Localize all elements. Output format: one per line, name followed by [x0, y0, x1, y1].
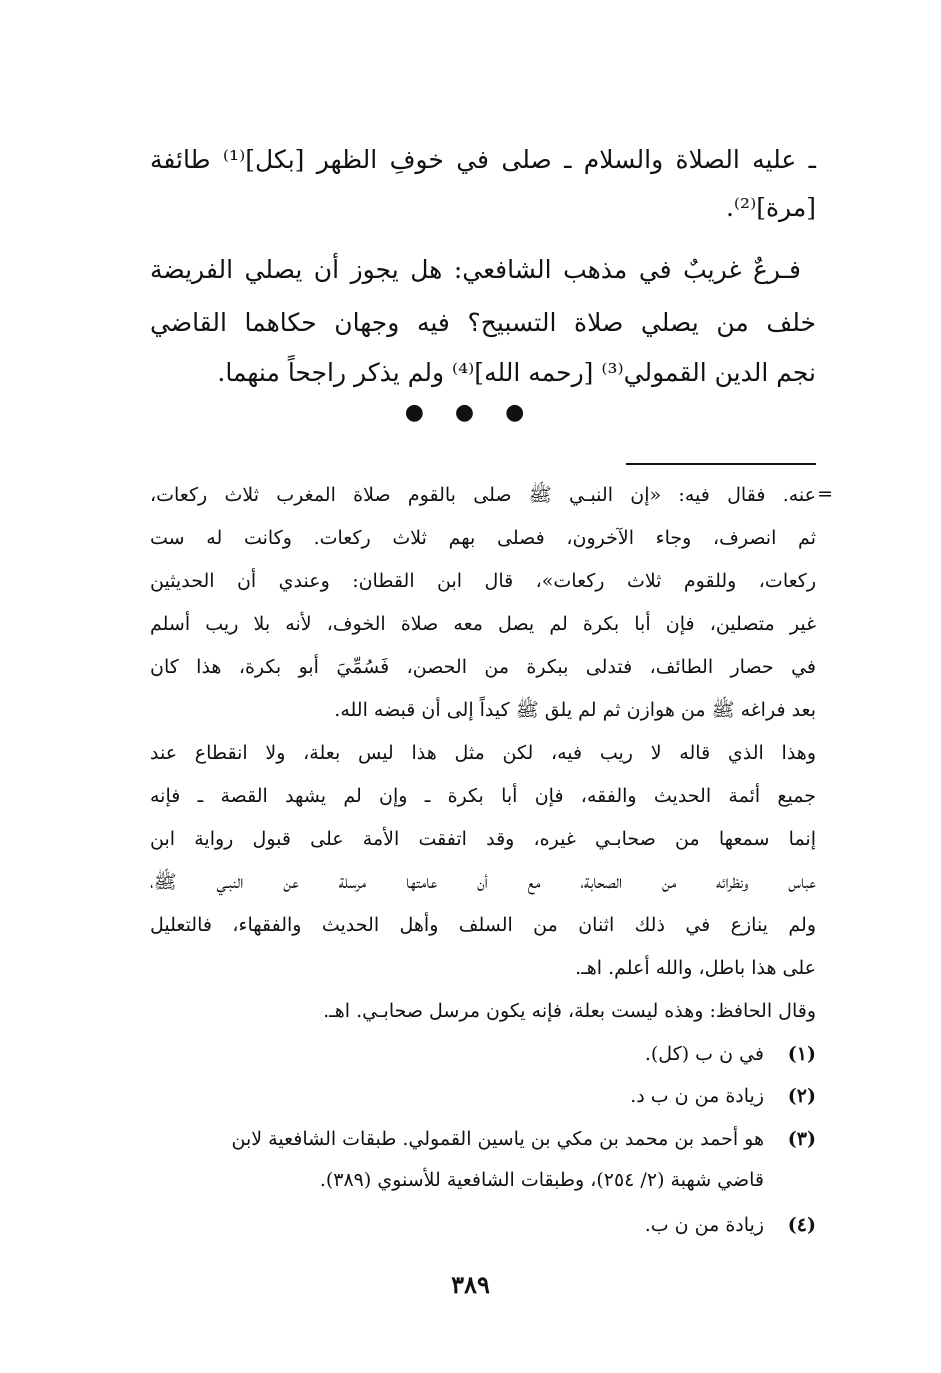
footnote-number: (٢) — [787, 1085, 816, 1107]
main-text-line-5: نجم الدين القمولي⁽³⁾ [رحمه الله]⁽⁴⁾ ولم يذكر راجحاً منهما. — [217, 358, 816, 387]
note-line: عنه. فقال فيه: «إن النبـي ﷺ صلى بالقوم صلاة المغرب ثلاث ركعات، — [150, 484, 816, 506]
footnote-3-continuation: قاضي شهبة (٢/ ٢٥٤)، وطبقات الشافعية للأسنوي (٣٨٩). — [319, 1169, 764, 1191]
footnote-3 — [150, 1124, 816, 1154]
note-line: عباس ونظرائه من الصحابة، مع أن عامتها مرسلة عن النبـي ﷺ، — [150, 871, 816, 893]
footnote-number: (٣) — [787, 1128, 816, 1150]
separator-dots: ● ● ● — [404, 400, 537, 425]
note-line: في حصار الطائف، فتدلى ببكرة من الحصن، فَسُمِّيَ أبو بكرة، هذا كان — [150, 656, 816, 678]
footnote-text: هو أحمد بن محمد بن مكي بن ياسين القمولي. طبقات الشافعية لابن — [231, 1128, 764, 1150]
footnote-2 — [150, 1081, 816, 1111]
main-text-line-2: [مرة]⁽²⁾. — [725, 193, 816, 222]
footnote-number: (١) — [787, 1043, 816, 1065]
note-line: بعد فراغه ﷺ من هوازن ثم لم يلق ﷺ كيداً إلى أن قبضه الله. — [334, 699, 816, 721]
footnote-text: زيادة من ن ب. — [644, 1214, 764, 1236]
note-line: ولم ينازع في ذلك اثنان من السلف وأهل الحديث والفقهاء، فالتعليل — [150, 914, 816, 936]
note-line: وقال الحافظ: وهذه ليست بعلة، فإنه يكون مرسل صحابـي. اهـ. — [323, 1000, 816, 1022]
main-text-line-1: ـ عليه الصلاة والسلام ـ صلى في خوفِ الظهر [بكل]⁽¹⁾ طائفة — [150, 145, 816, 174]
footnote-rule — [626, 463, 816, 465]
main-text-line-4: خلف من يصلي صلاة التسبيح؟ فيه وجهان حكاهما القاضي — [150, 308, 816, 337]
note-line: جميع أئمة الحديث والفقه، فإن أبا بكرة ـ وإن لم يشهد القصة ـ فإنه — [150, 785, 816, 807]
footnote-text: في ن ب (كل). — [644, 1043, 764, 1065]
footnote-4 — [150, 1210, 816, 1240]
main-text-line-3: فـرعٌ غريبٌ في مذهب الشافعي: هل يجوز أن يصلي الفريضة — [150, 255, 801, 284]
note-line: ثم انصرف، وجاء الآخرون، فصلى بهم ثلاث ركعات. وكانت له ست — [150, 527, 816, 549]
note-line: وهذا الذي قاله لا ريب فيه، لكن مثل هذا ليس بعلة، ولا انقطاع عند — [150, 742, 816, 764]
note-line: على هذا باطل، والله أعلم. اهـ. — [575, 957, 816, 979]
continuation-mark: = — [817, 483, 833, 505]
footnote-text: زيادة من ن ب د. — [630, 1085, 764, 1107]
note-line: ركعات، وللقوم ثلاث ركعات»، قال ابن القطان: وعندي أن الحديثين — [150, 570, 816, 592]
footnote-number: (٤) — [787, 1214, 816, 1236]
footnote-1 — [150, 1039, 816, 1069]
note-line: غير متصلين، فإن أبا بكرة لم يصل معه صلاة الخوف، لأنه بلا ريب أسلم — [150, 613, 816, 635]
page-number: ٣٨٩ — [451, 1270, 490, 1299]
note-line: إنما سمعها من صحابـي غيره، وقد اتفقت الأمة على قبول رواية ابن — [150, 828, 816, 850]
